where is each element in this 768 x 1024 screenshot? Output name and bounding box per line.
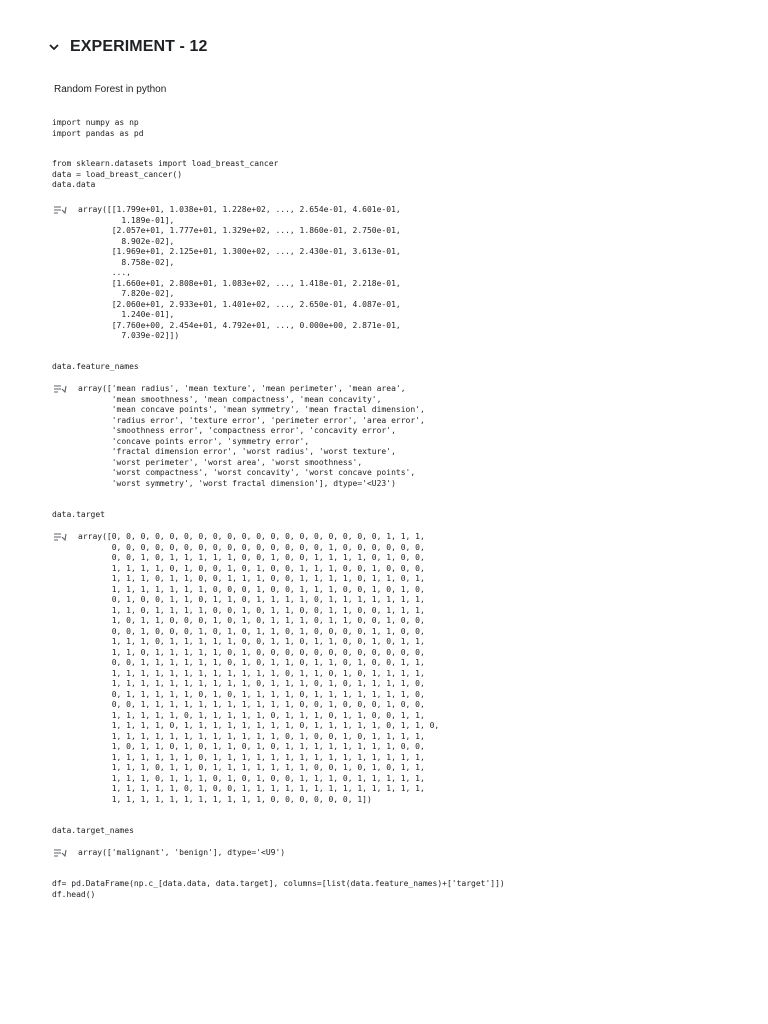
code-cell[interactable]: data.target_names — [52, 826, 134, 835]
output-toggle-icon[interactable] — [53, 384, 67, 394]
cell-output: array([[1.799e+01, 1.038e+01, 1.228e+02, ..., 2.654e-01, 4.601e-01, 1.189e-01], [2.057e+01, 1.777e+01, 1.329e+02, ..., 1.860e-01, 2.750e-01, 8.902e-02], [1.969e+01, 2.125e+01, 1.300e+02, ..., 2.430e-01, 3.613e-01, 8.758e-02], ..., [1.660e+01, 2.808e+01, 1.083e+02, ..., 1.418e-01, 2.218e-01, 7.820e-02], [2.060e+01, 2.933e+01, 1.401e+02, ..., 2.650e-01, 4.087e-01, 1.240e-01], [7.760e+00, 2.454e+01, 4.792e+01, ..., 0.000e+00, 2.871e-01, 7.039e-02]]) — [78, 205, 401, 340]
output-toggle-icon[interactable] — [53, 532, 67, 542]
code-cell[interactable]: df= pd.DataFrame(np.c_[data.data, data.target], columns=[list(data.feature_names)+['target']]) df.head() — [52, 879, 505, 899]
cell-output: array([0, 0, 0, 0, 0, 0, 0, 0, 0, 0, 0, 0, 0, 0, 0, 0, 0, 0, 0, 1, 1, 1, 0, 0, 0, 0, 0, 0, 0, 0, 0, 0, 0, 0, 0, 0, 0, 1, 0, 0, 0, 0, 0, 0, 0, 0, 1, 0, 1, 1, 1, 1, 1, 0, 0, 1, 0, 0, 1, 1, 1, 1, 0, 1, 0, 0, 1, 1, 1, 1, 0, 1, 0, 0, 1, 0, 1, 0, 0, 1, 1, 1, 0, 0, 1, 0, 0, 0, 1, 1, 1, 0, 1, 1, 0, 0, 1, 1, 1, 0, 0, 1, 1, 1, 1, 0, 1, 1, 0, 1, 1, 1, 1, 1, 1, 1, 1, 0, 0, 0, 1, 0, 0, 1, 1, 1, 0, 0, 1, 0, 1, 0, 0, 1, 0, 0, 1, 1, 0, 1, 1, 0, 1, 1, 1, 1, 0, 1, 1, 1, 1, 1, 1, 1, 1, 1, 0, 1, 1, 1, 1, 0, 0, 1, 0, 1, 1, 0, 0, 1, 1, 0, 0, 1, 1, 1, 1, 0, 1, 1, 0, 0, 0, 1, 0, 1, 0, 1, 1, 1, 0, 1, 1, 0, 0, 1, 0, 0, 0, 0, 1, 0, 0, 0, 1, 0, 1, 0, 1, 1, 0, 1, 0, 0, 0, 0, 1, 1, 0, 0, 1, 1, 1, 0, 1, 1, 1, 1, 1, 0, 0, 1, 1, 0, 1, 1, 0, 0, 1, 0, 1, 1, 1, 1, 0, 1, 1, 1, 1, 1, 0, 1, 0, 0, 0, 0, 0, 0, 0, 0, 0, 0, 0, 0, 0, 0, 1, 1, 1, 1, 1, 1, 0, 1, 0, 1, 1, 0, 1, 1, 0, 1, 0, 0, 1, 1, 1, 1, 1, 1, 1, 1, 1, 1, 1, 1, 1, 1, 0, 1, 1, 0, 1, 0, 1, 1, 1, 1, 1, 1, 1, 1, 1, 1, 1, 1, 1, 1, 0, 1, 1, 1, 0, 1, 0, 1, 1, 1, 1, 0, 0, 1, 1, 1, 1, 1, 0, 1, 0, 1, 1, 1, 1, 0, 1, 1, 1, 1, 1, 1, 1, 0, 0, 0, 1, 1, 1, 1, 1, 1, 1, 1, 1, 1, 1, 0, 0, 1, 0, 0, 0, 1, 0, 0, 1, 1, 1, 1, 1, 0, 1, 1, 1, 1, 1, 0, 1, 1, 1, 0, 1, 1, 0, 0, 1, 1, 1, 1, 1, 1, 0, 1, 1, 1, 1, 1, 1, 1, 1, 0, 1, 1, 1, 1, 1, 0, 1, 1, 0, 1, 1, 1, 1, 1, 1, 1, 1, 1, 1, 1, 1, 0, 1, 0, 0, 1, 0, 1, 1, 1, 1, 1, 0, 1, 1, 0, 1, 0, 1, 1, 0, 1, 0, 1, 1, 1, 1, 1, 1, 1, 1, 0, 0, 1, 1, 1, 1, 1, 1, 0, 1, 1, 1, 1, 1, 1, 1, 1, 1, 1, 1, 1, 1, 1, 1, 1, 1, 1, 0, 1, 1, 0, 1, 1, 1, 1, 1, 1, 1, 0, 0, 1, 0, 1, 0, 1, 1, 1, 1, 1, 0, 1, 1, 1, 0, 1, 0, 1, 0, 0, 1, 1, 1, 0, 1, 1, 1, 1, 1, 1, 1, 1, 1, 1, 0, 1, 0, 0, 1, 1, 1, 1, 1, 1, 1, 1, 1, 1, 1, 1, 1, 1, 1, 1, 1, 1, 1, 1, 1, 1, 1, 1, 0, 0, 0, 0, 0, 0, 1]) — [78, 532, 440, 804]
output-toggle-icon[interactable] — [53, 205, 67, 215]
section-heading — [48, 36, 208, 58]
code-cell[interactable]: from sklearn.datasets import load_breast_cancer data = load_breast_cancer() data.data — [52, 159, 279, 189]
chevron-down-icon[interactable] — [48, 41, 60, 53]
subtitle-text: Random Forest in python — [54, 84, 167, 95]
cell-output: array(['malignant', 'benign'], dtype='<U9') — [78, 848, 286, 857]
code-cell[interactable]: import numpy as np import pandas as pd — [52, 118, 144, 138]
cell-output: array(['mean radius', 'mean texture', 'mean perimeter', 'mean area', 'mean smoothness', 'mean compactness', 'mean concavity', 'mean concave points', 'mean symmetry', 'mean fractal dimension', 'radius error', 'texture error', 'perimeter error', 'area error', 'smoothness error', 'compactness error', 'concavity error', 'concave points error', 'symmetry error', 'fractal dimension error', 'worst radius', 'worst texture', 'worst perimeter', 'worst area', 'worst smoothness', 'worst compactness', 'worst concavity', 'worst concave points', 'worst symmetry', 'worst fractal dimension'], dtype='<U23') — [78, 384, 425, 488]
output-toggle-icon[interactable] — [53, 848, 67, 858]
code-cell[interactable]: data.target — [52, 510, 105, 519]
section-title: EXPERIMENT - 12 — [70, 38, 208, 55]
code-cell[interactable]: data.feature_names — [52, 362, 139, 371]
